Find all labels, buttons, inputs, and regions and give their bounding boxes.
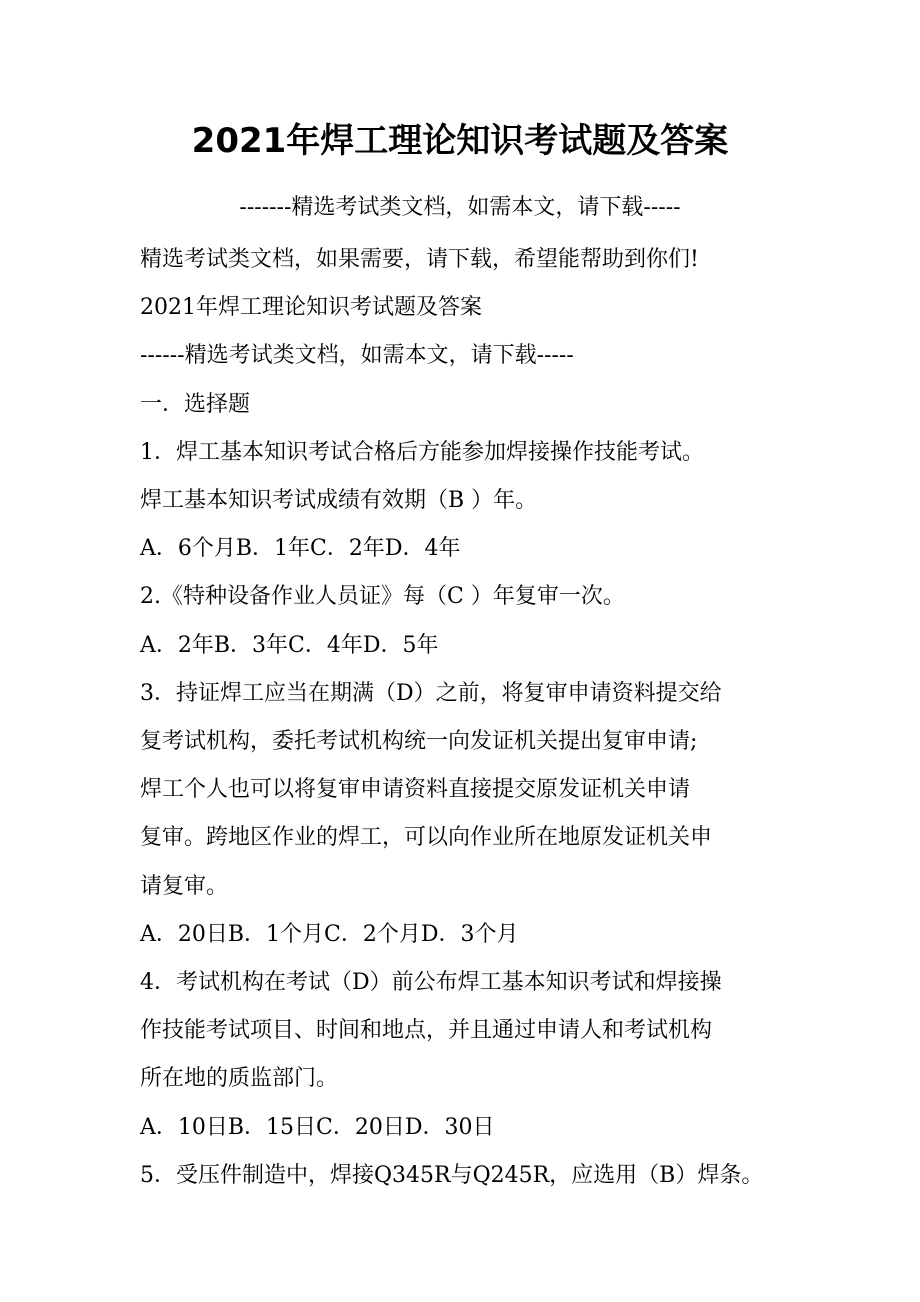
question-4-options: A．10日B．15日C．20日D．30日 bbox=[140, 1114, 495, 1140]
question-1-line-2: 焊工基本知识考试成绩有效期（B ）年。 bbox=[140, 488, 538, 514]
question-1-options: A．6个月B．1年C．2年D．4年 bbox=[140, 536, 461, 562]
intro-line: 精选考试类文档，如果需要，请下载，希望能帮助到你们! bbox=[140, 247, 699, 272]
question-3-line-3: 焊工个人也可以将复审申请资料直接提交原发证机关申请 bbox=[140, 777, 691, 803]
question-1-line-1: 1．焊工基本知识考试合格后方能参加焊接操作技能考试。 bbox=[140, 439, 704, 465]
question-4-line-2: 作技能考试项目、时间和地点，并且通过申请人和考试机构 bbox=[140, 1018, 713, 1044]
question-2: 2.《特种设备作业人员证》每（C ）年复审一次。 bbox=[140, 584, 625, 610]
question-4-line-1: 4．考试机构在考试（D）前公布焊工基本知识考试和焊接操 bbox=[140, 970, 722, 996]
question-3-options: A．20日B．1个月C．2个月D．3个月 bbox=[140, 921, 519, 947]
question-3-line-2: 复考试机构，委托考试机构统一向发证机关提出复审申请; bbox=[140, 729, 698, 755]
download-notice: -------精选考试类文档，如需本文，请下载----- bbox=[239, 195, 681, 220]
document-body bbox=[140, 236, 810, 1200]
document-title: 2021年焊工理论知识考试题及答案 bbox=[191, 121, 729, 161]
question-2-options: A．2年B．3年C．4年D．5年 bbox=[140, 632, 439, 658]
question-4-line-3: 所在地的质监部门。 bbox=[140, 1066, 339, 1092]
question-3-line-5: 请复审。 bbox=[140, 873, 229, 899]
question-3-line-4: 复审。跨地区作业的焊工，可以向作业所在地原发证机关申 bbox=[140, 825, 713, 851]
question-3-line-1: 3．持证焊工应当在期满（D）之前，将复审申请资料提交给 bbox=[140, 680, 722, 706]
question-5: 5．受压件制造中，焊接Q345R与Q245R，应选用（B）焊条。 bbox=[140, 1162, 764, 1188]
section-heading: 一．选择题 bbox=[140, 391, 251, 417]
repeated-title-line: 2021年焊工理论知识考试题及答案 bbox=[140, 295, 482, 321]
download-notice-line: ------精选考试类文档，如需本文，请下载----- bbox=[140, 343, 574, 369]
